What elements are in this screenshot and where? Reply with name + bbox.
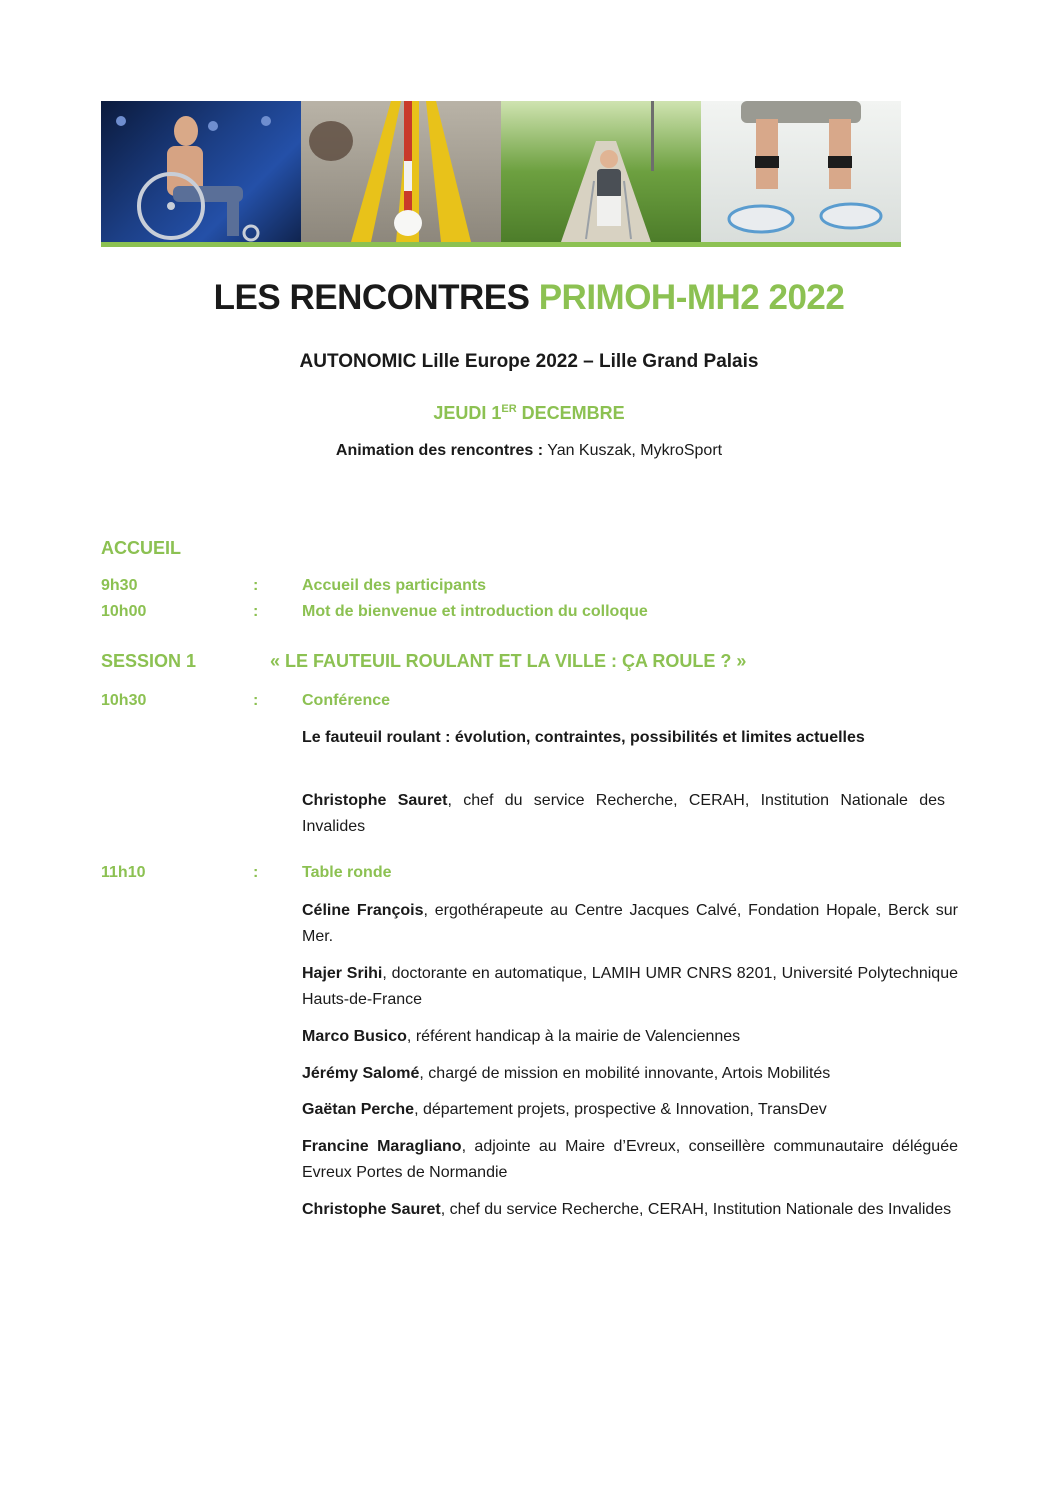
conference-sep: :	[253, 692, 259, 709]
participant-role: , chargé de mission en mobilité innovante, Artois Mobilités	[419, 1065, 831, 1082]
accueil-time-1: 9h30	[101, 577, 138, 594]
accueil-time-2: 10h00	[101, 603, 147, 620]
participant-name: Francine Maragliano	[302, 1138, 462, 1155]
animation-value: Yan Kuszak, MykroSport	[547, 442, 723, 459]
participant-1	[302, 898, 958, 950]
speaker-role: , chef du service Recherche, CERAH, Institution Nationale des Invalides	[302, 792, 945, 835]
participant-name: Marco Busico	[302, 1028, 407, 1045]
table-ronde-time: 11h10	[101, 864, 146, 881]
animation-label: Animation des rencontres :	[335, 442, 544, 459]
session1-label: SESSION 1	[101, 651, 197, 671]
conference-speaker	[302, 788, 945, 840]
participant-role: , département projets, prospective & Innovation, TransDev	[414, 1101, 827, 1118]
accueil-heading: ACCUEIL	[101, 538, 181, 558]
conference-label: Conférence	[302, 692, 391, 709]
participant-role: , adjointe au Maire d’Evreux, conseillère communautaire déléguée Evreux Portes de Normandie	[302, 1138, 958, 1181]
event-date	[0, 403, 1058, 424]
participant-3	[302, 1024, 958, 1050]
white-cane-photo	[301, 101, 501, 242]
participant-5	[302, 1097, 958, 1123]
header-banner	[101, 101, 901, 242]
participant-7	[302, 1197, 958, 1223]
table-ronde-label: Table ronde	[302, 864, 392, 881]
banner-accent-line	[101, 242, 901, 247]
speaker-name: Christophe Sauret	[302, 792, 448, 809]
accueil-text-1: Accueil des participants	[302, 577, 487, 594]
animation-line	[0, 442, 1058, 460]
date-main: JEUDI 1	[433, 403, 502, 423]
participant-role: , chef du service Recherche, CERAH, Institution Nationale des Invalides	[440, 1201, 952, 1218]
title-green: PRIMOH-MH2 2022	[538, 278, 845, 317]
participant-name: Hajer Srihi	[302, 965, 383, 982]
participant-6	[302, 1134, 958, 1186]
participant-role: , doctorante en automatique, LAMIH UMR CNRS 8201, Université Polytechnique Hauts-de-France	[302, 965, 958, 1008]
leg-orthosis-photo	[701, 101, 901, 242]
page-title	[0, 278, 1058, 318]
session1-title: « LE FAUTEUIL ROULANT ET LA VILLE : ÇA ROULE ? »	[270, 651, 747, 671]
title-black: LES RENCONTRES	[213, 278, 530, 317]
participant-name: Gaëtan Perche	[302, 1101, 415, 1118]
wheelchair-user-photo	[101, 101, 301, 242]
accueil-sep-1: :	[253, 577, 259, 594]
conference-time: 10h30	[101, 692, 147, 709]
page-subtitle: AUTONOMIC Lille Europe 2022 – Lille Grand Palais	[299, 351, 759, 372]
participant-name: Christophe Sauret	[302, 1201, 441, 1218]
table-ronde-sep: :	[253, 864, 259, 881]
participant-name: Jérémy Salomé	[302, 1065, 420, 1082]
talk-title-text: Le fauteuil roulant : évolution, contraintes, possibilités et limites actuelles	[302, 729, 865, 746]
participant-4	[302, 1061, 958, 1087]
walking-crutches-photo	[501, 101, 701, 242]
date-rest: DECEMBRE	[521, 403, 625, 423]
participant-name: Céline François	[302, 902, 424, 919]
participant-role: , ergothérapeute au Centre Jacques Calvé, Fondation Hopale, Berck sur Mer.	[302, 902, 958, 945]
participant-role: , référent handicap à la mairie de Valenciennes	[406, 1028, 741, 1045]
conference-talk-title	[302, 725, 945, 751]
accueil-sep-2: :	[253, 603, 259, 620]
date-sup: ER	[501, 403, 517, 415]
participant-2	[302, 961, 958, 1013]
accueil-text-2: Mot de bienvenue et introduction du colloque	[302, 603, 648, 620]
